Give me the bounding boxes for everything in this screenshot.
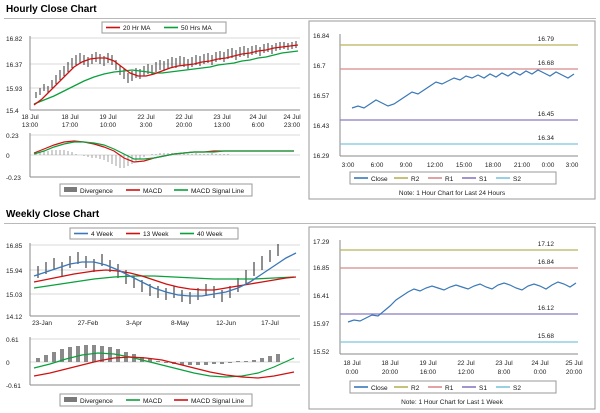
hourly-xtick-2-time: 10:00 [99,122,117,129]
weekly-pivot-xtick-2-time: 16:00 [419,369,437,376]
hourly-price-svg [4,20,304,130]
hourly-pivot-xtick-2: 9:00 [399,162,413,169]
hourly-pivot-xtick-0: 3:00 [341,162,355,169]
legend-label-close: Close [371,176,388,183]
weekly-pivot-ytick-1: 15.97 [313,321,330,328]
weekly-macd-line [34,353,294,377]
legend-label-s1: S1 [479,176,487,183]
weekly-pivot-ytick-0: 15.52 [313,349,330,356]
hourly-pivot-xtick-7: 0:00 [541,162,555,169]
weekly-macd-chart [4,332,304,410]
hourly-xtick-6-day: 24 Jul [249,114,267,121]
hourly-level-s2-value: 16.34 [537,135,554,142]
hourly-macd-divergence-bars [36,150,272,168]
legend-label-4week: 4 Week [91,231,113,238]
hourly-pivot-ytick-3: 16.7 [313,63,326,70]
weekly-macd-ytick-1: 0 [6,360,10,367]
hourly-pivot-ytick-4: 16.84 [313,33,330,40]
weekly-ma40-line [34,276,294,288]
hourly-xtick-3-time: 3:00 [139,122,153,129]
hourly-xtick-3-day: 22 Jul [137,114,155,121]
hourly-xtick-7-day: 24 Jul [283,114,301,121]
legend-label-macd: MACD [143,188,163,195]
hourly-xtick-0-day: 18 Jul [21,114,39,121]
legend-label-13week: 13 Week [143,231,169,238]
hourly-ytick-2: 16.37 [6,62,23,69]
hourly-macd-ytick-2: 0.23 [6,133,19,140]
weekly-pivot-xtick-5-time: 0:00 [533,369,547,376]
weekly-xaxis-labels [32,320,279,327]
hourly-macd-svg [4,128,304,198]
hourly-section-divider [4,18,596,19]
weekly-section-title-text: Weekly Close Chart [6,209,100,220]
weekly-pivot-xtick-5-day: 24 Jul [531,360,549,367]
hourly-level-r2-value: 16.79 [537,36,554,43]
hourly-pivot-xtick-8: 3:00 [565,162,579,169]
weekly-xtick-5: 17-Jul [261,320,279,327]
hourly-pivot-chart [308,20,596,200]
weekly-xtick-3: 8-May [170,320,190,327]
legend-label-weekly-s2: S2 [513,385,521,392]
hourly-pivot-svg [308,20,596,200]
legend-label-50hr: 50 Hrs MA [181,25,212,32]
weekly-pivot-legend [350,381,556,393]
weekly-pivot-xtick-1-day: 18 Jul [381,360,399,367]
weekly-pivot-xtick-3-day: 22 Jul [457,360,475,367]
weekly-pivot-xtick-6-time: 20:00 [565,369,583,376]
hourly-section-title [6,4,186,16]
weekly-level-r2-value: 17.12 [537,241,554,248]
hourly-xtick-1-time: 17:00 [61,122,79,129]
hourly-macd-ytick-0: -0.23 [6,175,21,182]
weekly-pivot-ytick-2: 16.41 [313,293,330,300]
weekly-price-svg [4,226,304,334]
legend-label-weekly-s1: S1 [479,385,487,392]
legend-label-weekly-macd-signal: MACD Signal Line [191,398,245,405]
legend-label-weekly-macd: MACD [143,398,163,405]
weekly-macd-legend [60,394,252,406]
weekly-level-s2-value: 15.68 [537,333,554,340]
hourly-pivot-xaxis-labels [342,162,579,169]
weekly-ytick-2: 15.94 [6,268,23,275]
legend-swatch-weekly-divergence [64,397,77,402]
hourly-macd-ytick-1: 0 [6,153,10,160]
hourly-level-r1-value: 16.68 [537,60,554,67]
hourly-xtick-6-time: 6:00 [251,122,265,129]
hourly-macd-legend [60,184,252,196]
weekly-pivot-note: Note: 1 Hour Chart for Last 1 Week [401,399,503,406]
hourly-xtick-5-time: 13:00 [213,122,231,129]
weekly-section-divider [4,223,596,224]
weekly-ytick-0: 14.12 [6,314,23,321]
weekly-xtick-4: 12-Jun [216,320,236,327]
hourly-macd-signal-line [34,142,294,159]
weekly-pivot-xaxis-labels [343,360,583,376]
legend-label-macd-signal: MACD Signal Line [191,188,245,195]
hourly-xtick-4-time: 20:00 [175,122,193,129]
hourly-pivot-xtick-6: 21:00 [513,162,531,169]
hourly-xtick-0-time: 13:00 [21,122,39,129]
legend-label-weekly-r2: R2 [411,385,420,392]
hourly-xtick-2-day: 19 Jul [99,114,117,121]
hourly-pivot-legend [350,172,556,184]
weekly-pivot-xtick-3-time: 12:00 [457,369,475,376]
weekly-price-grid [30,243,300,316]
hourly-pivot-note: Note: 1 Hour Chart for Last 24 Hours [398,190,506,197]
weekly-pivot-xtick-1-time: 20:00 [381,369,399,376]
hourly-xtick-5-day: 23 Jul [213,114,231,121]
weekly-pivot-ytick-3: 16.85 [313,265,330,272]
weekly-close-line [348,282,576,322]
weekly-level-r1-value: 16.84 [537,259,554,266]
weekly-macd-svg [4,332,304,410]
hourly-close-line [352,70,574,108]
weekly-price-chart [4,226,304,334]
weekly-pivot-xtick-0-time: 0:00 [345,369,359,376]
legend-label-weekly-close: Close [371,385,388,392]
weekly-macd-ytick-0: -0.61 [6,383,21,390]
weekly-level-s1-value: 16.12 [537,305,554,312]
weekly-macd-ytick-2: 0.61 [6,337,19,344]
hourly-ma20-line [34,45,298,105]
legend-label-20hr: 20 Hr MA [123,25,151,32]
weekly-xtick-2: 3-Apr [126,320,142,327]
hourly-xtick-7-time: 23:00 [283,122,301,129]
hourly-pivot-xtick-3: 12:00 [426,162,444,169]
weekly-pivot-xtick-0-day: 18 Jul [343,360,361,367]
legend-swatch-divergence [64,187,77,192]
weekly-section-title [6,209,186,221]
weekly-ytick-1: 15.03 [6,292,23,299]
weekly-xtick-1: 27-Feb [77,320,99,327]
hourly-macd-grid [30,133,300,177]
hourly-pivot-xtick-4: 15:00 [455,162,473,169]
hourly-section-title-text: Hourly Close Chart [6,4,97,15]
hourly-xaxis-labels [21,114,301,129]
weekly-pivot-xtick-6-day: 25 Jul [565,360,583,367]
hourly-xtick-1-day: 18 Jul [61,114,79,121]
legend-label-r2: R2 [411,176,420,183]
hourly-pivot-xtick-1: 6:00 [370,162,384,169]
weekly-pivot-xtick-4-time: 8:00 [497,369,511,376]
hourly-ytick-1: 15.93 [6,86,23,93]
hourly-pivot-ytick-1: 16.43 [313,123,330,130]
weekly-ytick-3: 16.85 [6,243,23,250]
hourly-level-s1-value: 16.45 [537,111,554,118]
hourly-ma50-line [34,51,298,104]
weekly-pivot-chart [308,226,596,410]
legend-label-weekly-divergence: Divergence [80,398,113,405]
weekly-price-legend [70,228,238,239]
weekly-pivot-svg [308,226,596,410]
weekly-ma13-line [34,270,296,290]
hourly-xtick-4-day: 22 Jul [175,114,193,121]
hourly-pivot-ytick-0: 16.29 [313,153,330,160]
hourly-price-chart [4,20,304,130]
weekly-pivot-xtick-4-day: 23 Jul [495,360,513,367]
hourly-pivot-xtick-5: 18:00 [484,162,502,169]
legend-label-weekly-r1: R1 [445,385,454,392]
legend-label-r1: R1 [445,176,454,183]
hourly-macd-chart [4,128,304,198]
weekly-xtick-0: 23-Jan [32,320,52,327]
hourly-ytick-3: 16.82 [6,36,23,43]
hourly-pivot-ytick-2: 16.57 [313,93,330,100]
legend-label-s2: S2 [513,176,521,183]
weekly-pivot-xtick-2-day: 19 Jul [419,360,437,367]
legend-label-40week: 40 Week [197,231,223,238]
hourly-price-legend [102,22,226,33]
legend-label-divergence: Divergence [80,188,113,195]
weekly-pivot-ytick-4: 17.29 [313,239,330,246]
hourly-ytick-0: 15.4 [6,108,19,115]
